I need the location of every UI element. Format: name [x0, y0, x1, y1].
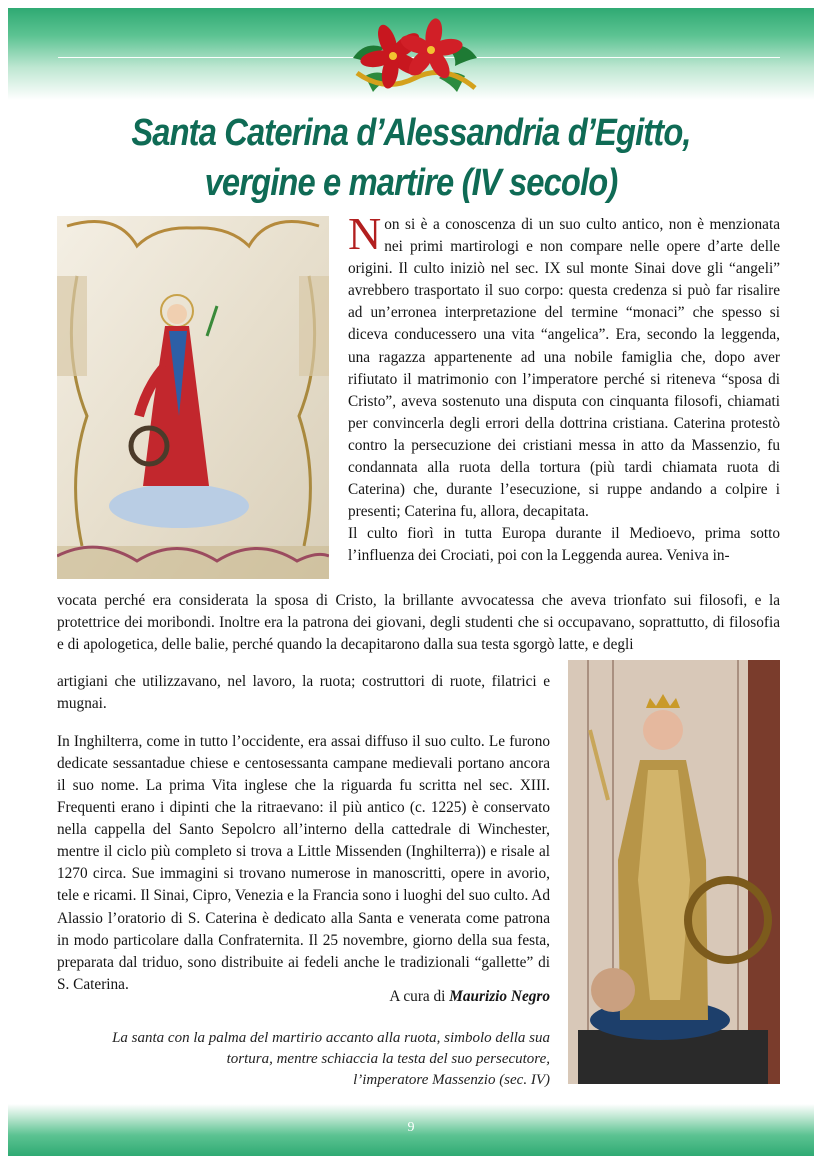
paragraph-2-middle: vocata perché era considerata la sposa di Cristo, la brillante avvocatessa che aveva trionfato sui filosofi, e la protettrice dei moribondi. Inoltre era la patrona dei giovani, degli studenti che si occupavano, soprattutto, di filosofia e di apologetica, delle balie, perché quando la decapitarono dalla sua testa sgorgò latte, e degli — [57, 592, 780, 654]
photo-caption: La santa con la palma del martirio accanto alla ruota, simbolo della sua tortura, mentre schiaccia la testa del suo persecutore, l’imperatore Massenzio (sec. IV) — [112, 1030, 550, 1088]
page-number: 9 — [407, 1120, 415, 1135]
author-credit: A cura di Maurizio Negro — [389, 988, 550, 1005]
author-name: Maurizio Negro — [449, 988, 550, 1005]
paragraph-1: Non si è a conoscenza di un suo culto antico, non è menzionata nei primi martirologi e non compare nelle opere d’arte delle origini. Il culto iniziò nel sec. IX sul monte Sinai dove gli “angeli” avrebbero trasportato il suo corpo: questa credenza si può far risalire ad un’erronea interpretazione del termine “monaci” che spesso si diceva conducessero una vita “angelica”. Era, secondo la leggenda, una ragazza appartenente ad una nobile famiglia che, dopo aver rifiutato il matrimonio con l’imperatore perché si riteneva “sposa di Cristo”, aveva sostenuto una disputa con cinquanta filosofi, chiamati per convincerla degli errori della dottrina cristiana. Caterina protestò contro la persecuzione dei cristiani messa in atto da Massenzio, fu condannata alla ruota della tortura (più tardi chiamata ruota di Caterina) che, durante l’esecuzione, si ruppe andando a colpire i presenti; Caterina fu, allora, decapitata. — [348, 208, 780, 521]
statue-photo-image — [568, 660, 780, 1084]
article-full-width — [57, 590, 780, 656]
paragraph-3: In Inghilterra, come in tutto l’occidente, era assai diffuso il suo culto. Le furono dedicate sessantadue chiese e centosessanta campane medievali portano ancora il suo nome. La prima Vita inglese che la riguarda fu scritta nel sec. XIII. Frequenti erano i dipinti che la ritraevano: il più antico (c. 1225) è conservato nella cappella del Santo Sepolcro all’interno della cattedrale di Winchester, mentre il ciclo più completo si trova a Little Missenden (Inghilterra)) e risale al 1270 circa. Sue immagini si trovano numerose in manoscritti, opere in avorio, tele e ricami. Il Sinai, Cipro, Venezia e la Francia sono i luoghi del suo culto. Ad Alassio l’oratorio di S. Caterina è dedicato alla Santa e venerata come patrona in modo particolare dalla Confraternita. Il 25 novembre, giorno della sua festa, preparata dal triduo, sono distribuite ai fedeli anche le tradizionali “gallette” di S. Caterina. — [57, 732, 550, 993]
drop-cap: N — [348, 208, 382, 259]
paragraph-2-start: Il culto fiorì in tutta Europa durante il Medioevo, prima sotto l’influenza dei Crociati, poi con la Leggenda aurea. Veniva in- — [348, 525, 780, 565]
poinsettia-ornament-icon — [345, 18, 485, 96]
article-column-top — [348, 208, 780, 568]
paragraph-2-end: artigiani che utilizzavano, nel lavoro, la ruota; costruttori di ruote, filatrici e mugnai. — [57, 673, 550, 713]
page-title — [58, 108, 765, 208]
embroidered-banner-image — [57, 216, 329, 579]
title-line-1: Santa Caterina d’Alessandria d’Egitto, — [131, 112, 691, 154]
title-line-2: vergine e martire (IV secolo) — [204, 162, 618, 204]
article-column-bottom — [57, 656, 550, 1011]
